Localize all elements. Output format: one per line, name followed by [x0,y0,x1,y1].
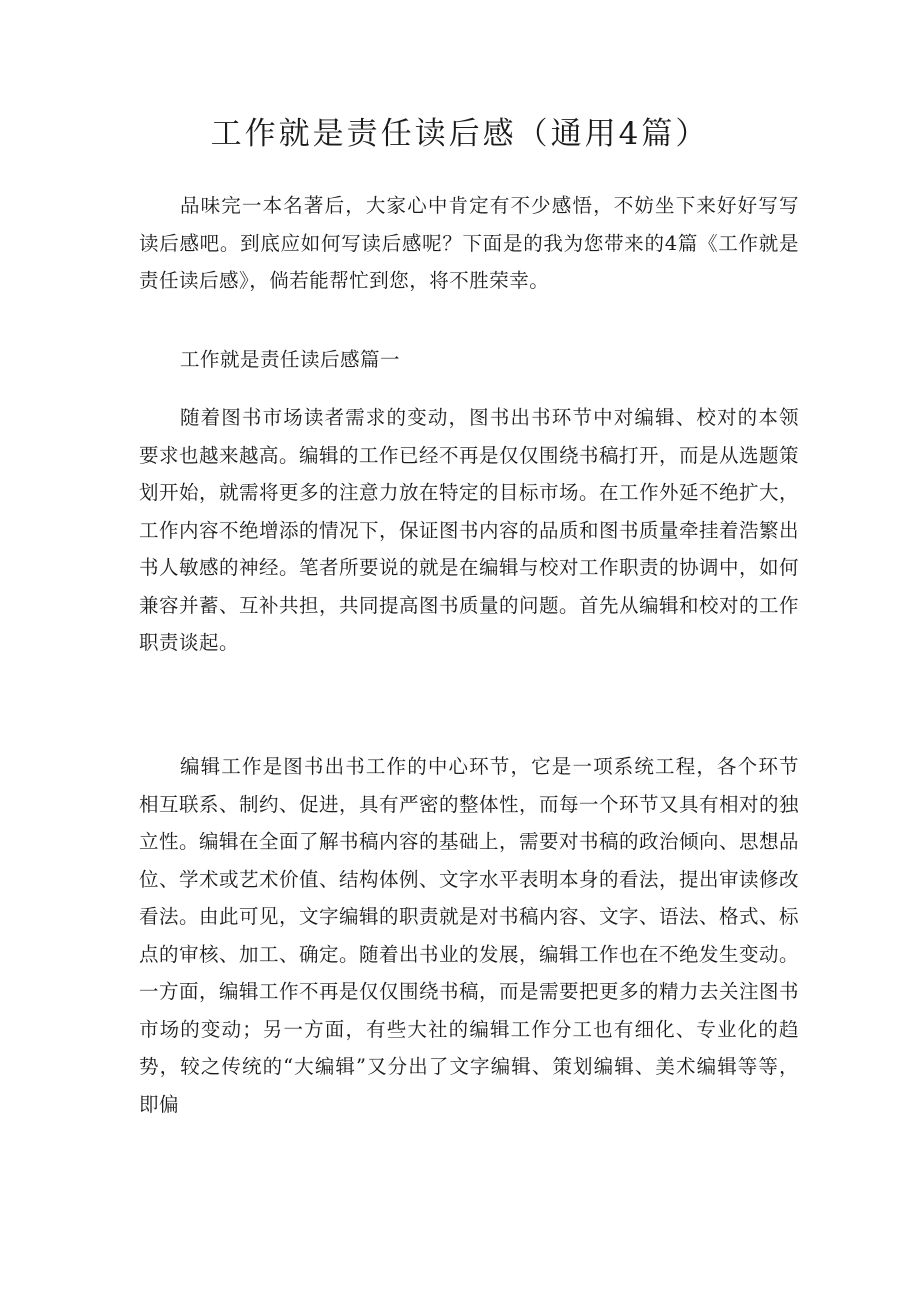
body-paragraph-1: 随着图书市场读者需求的变动，图书出书环节中对编辑、校对的本领要求也越来越高。编辑的工作已经不再是仅仅围绕书稿打开，而是从选题策划开始，就需将更多的注意力放在特定的目标市场。在工作外延不绝扩大，工作内容不绝增添的情况下，保证图书内容的品质和图书质量牵挂着浩繁出书人敏感的神经。笔者所要说的就是在编辑与校对工作职责的协调中，如何兼容并蓄、互补共担，共同提高图书质量的问题。首先从编辑和校对的工作职责谈起。 [139,406,800,654]
body-paragraph-2: 编辑工作是图书出书工作的中心环节，它是一项系统工程，各个环节相互联系、制约、促进，具有严密的整体性，而每一个环节又具有相对的独立性。编辑在全面了解书稿内容的基础上，需要对书稿的政治倾向、思想品位、学术或艺术价值、结构体例、文字水平表明本身的看法，提出审读修改看法。由此可见，文字编辑的职责就是对书稿内容、文字、语法、格式、标点的审核、加工、确定。随着出书业的发展，编辑工作也在不绝发生变动。一方面，编辑工作不再是仅仅围绕书稿，而是需要把更多的精力去关注图书市场的变动；另一方面，有些大社的编辑工作分工也有细化、专业化的趋势，较之传统的“大编辑”又分出了文字编辑、策划编辑、美术编辑等等，即偏 [139,755,800,1116]
section-heading: 工作就是责任读后感篇一 [180,348,401,371]
document-title: 工作就是责任读后感（通用4篇） [210,116,710,152]
intro-paragraph: 品味完一本名著后，大家心中肯定有不少感悟，不妨坐下来好好写写读后感吧。到底应如何写读后感呢？下面是的我为您带来的4篇《工作就是责任读后感》，倘若能帮忙到您，将不胜荣幸。 [139,194,799,292]
